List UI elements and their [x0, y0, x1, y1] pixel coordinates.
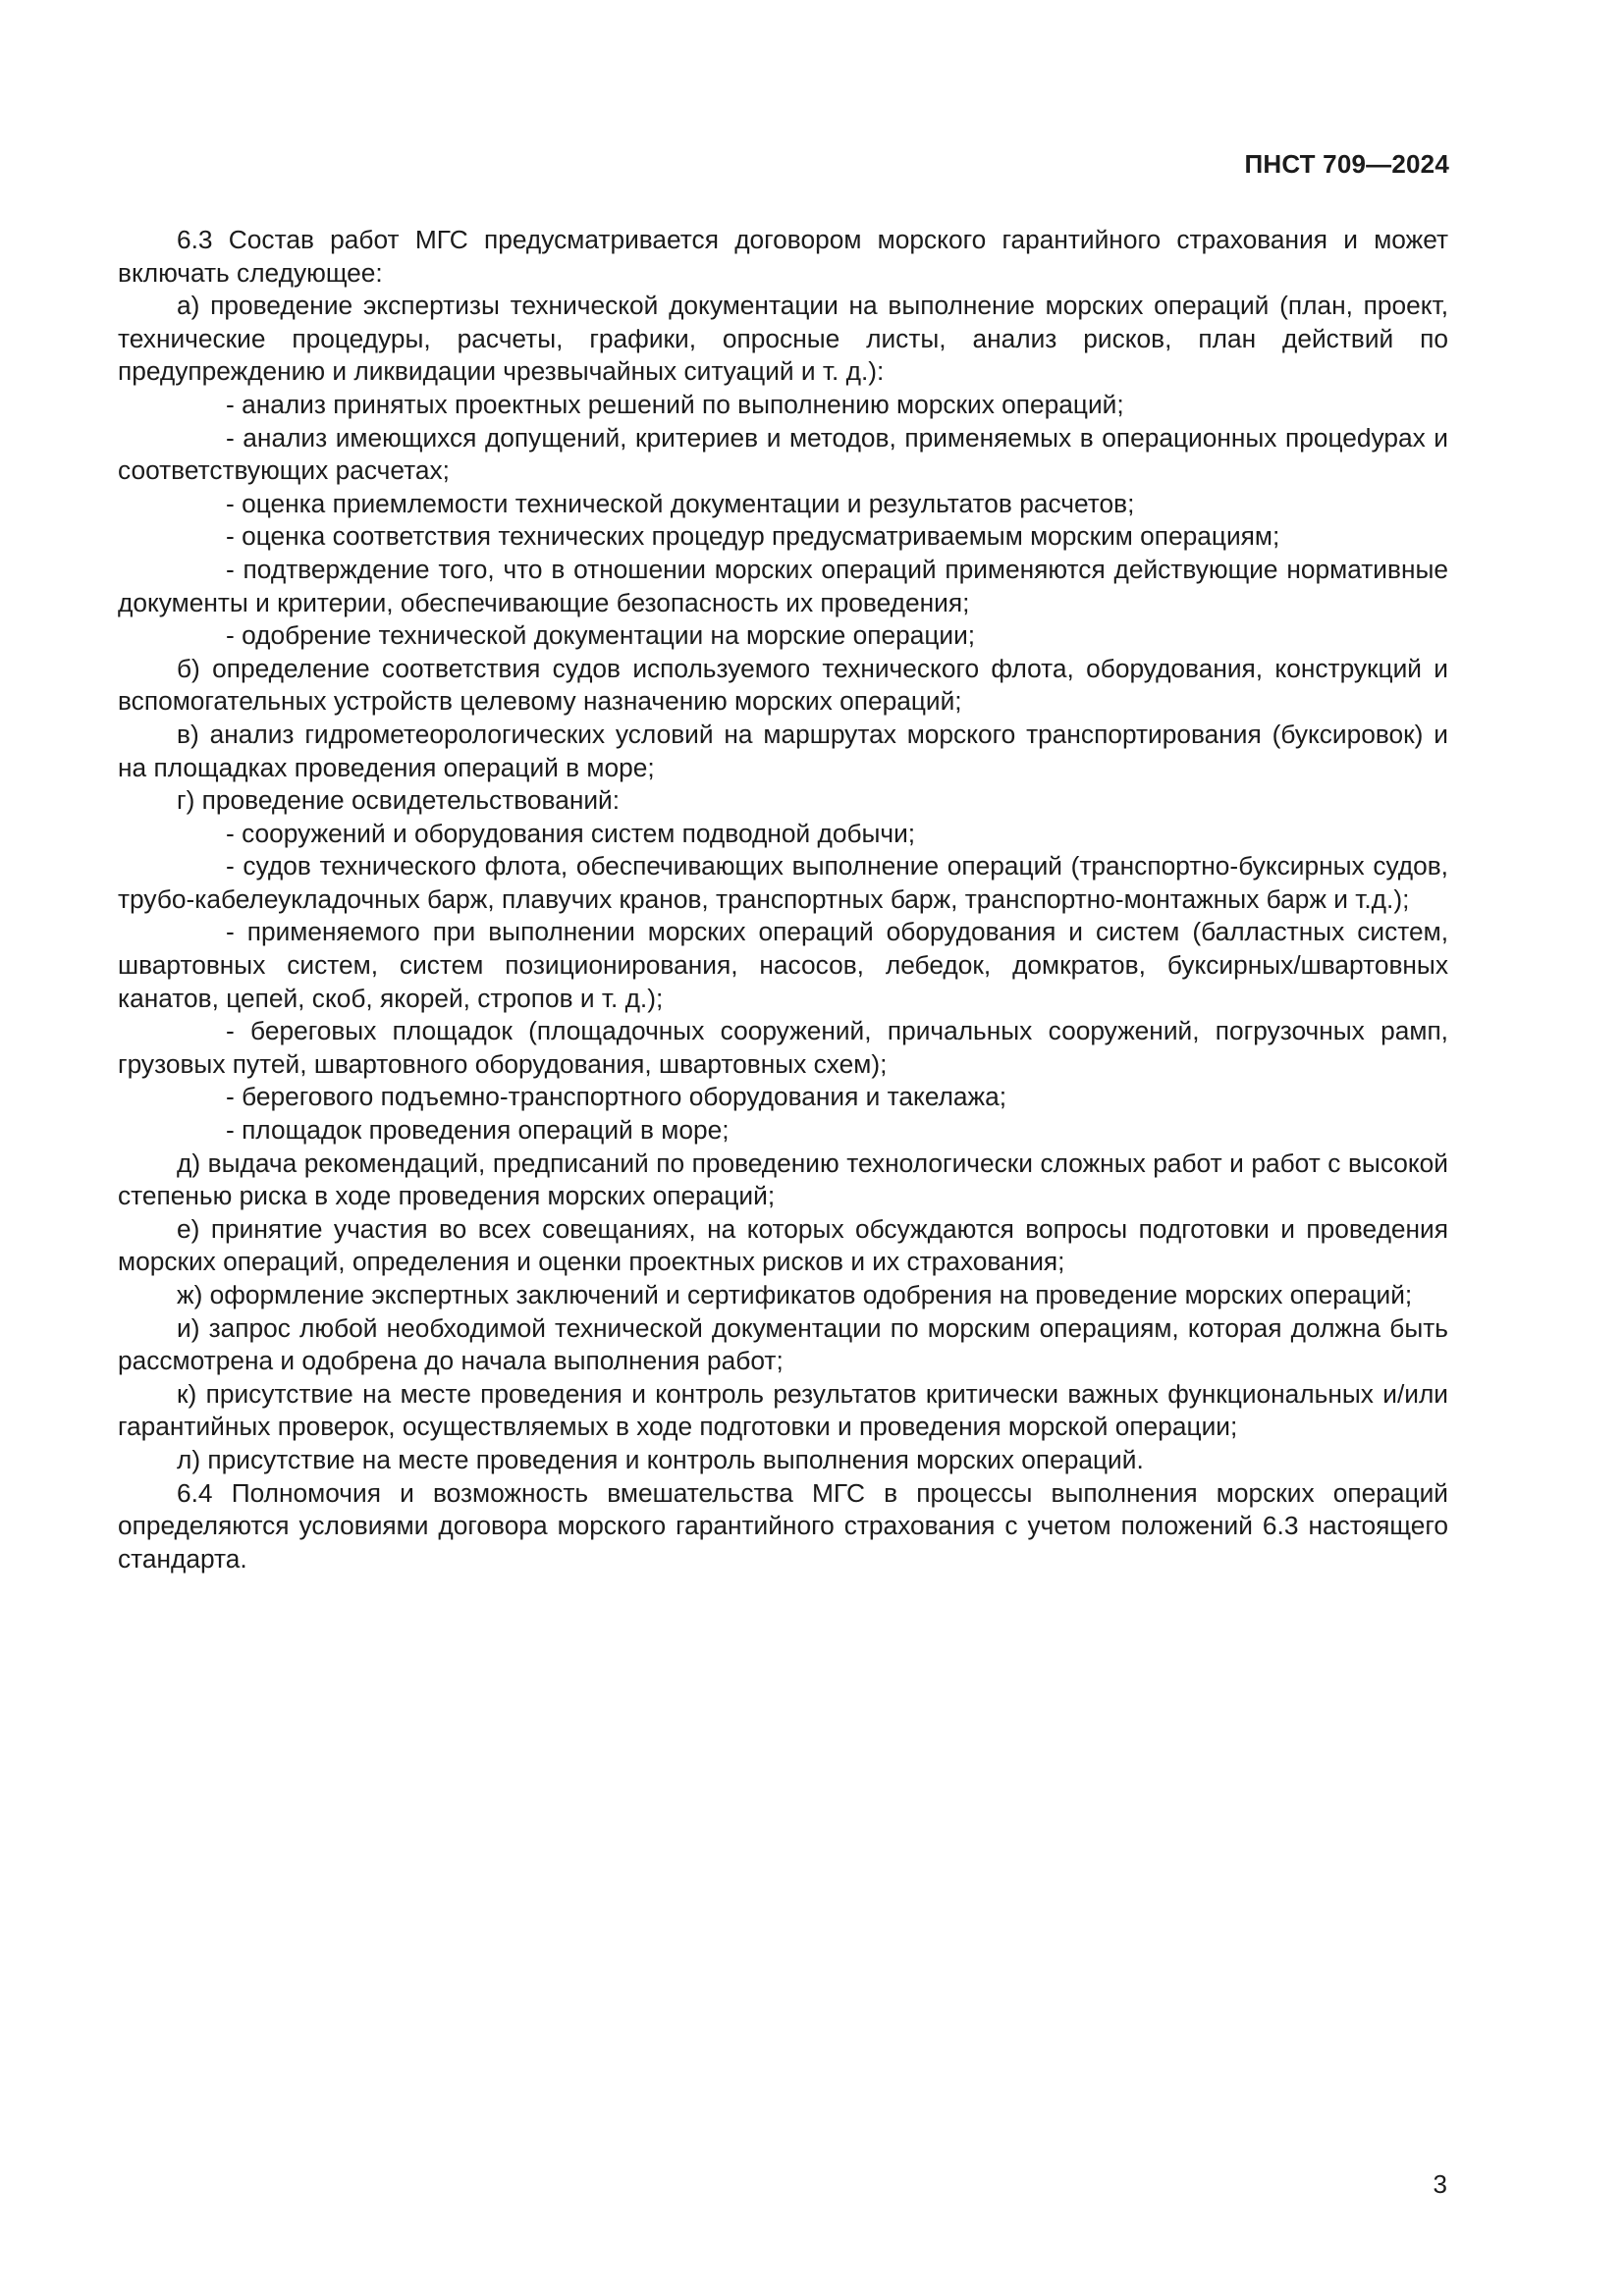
list-item: в) анализ гидрометеорологических условий на маршрутах морского транспортирования (буксировок) и на площадках проведения операций в море; — [118, 719, 1448, 782]
list-item: е) принятие участия во всех совещаниях, на которых обсуждаются вопросы подготовки и проведения морских операций, определения и оценки проектных рисков и их страхования; — [118, 1213, 1448, 1277]
list-item: л) присутствие на месте проведения и контроль выполнения морских операций. — [177, 1444, 1144, 1474]
paragraph: 6.3 Состав работ МГС предусматривается договором морского гарантийного страхования и может включать следующее: — [118, 225, 1448, 288]
sub-list-item: - одобрение технической документации на морские операции; — [226, 620, 976, 651]
sub-list-item: - оценка приемлемости технической документации и результатов расчетов; — [226, 488, 1135, 518]
sub-list-item: - береговых площадок (площадочных сооружений, причальных сооружений, погрузочных рамп, грузовых путей, швартовного оборудования, швартовных схем); — [118, 1016, 1448, 1079]
document-code: ПНСТ 709—2024 — [1244, 149, 1449, 179]
document-body — [118, 224, 1448, 1575]
list-item: б) определение соответствия судов используемого технического флота, оборудования, конструкций и вспомогательных устройств целевому назначению морских операций; — [118, 653, 1448, 717]
sub-list-item: - площадок проведения операций в море; — [226, 1115, 730, 1146]
sub-list-item: - анализ имеющихся допущений, критериев и методов, применяемых в операционных процеdурах и соответствующих расчетах; — [118, 422, 1448, 486]
paragraph: 6.4 Полномочия и возможность вмешательства МГС в процессы выполнения морских операций определяются условиями договора морского гарантийного страхования с учетом положений 6.3 настоящего стандарта. — [118, 1477, 1448, 1574]
list-item: и) запрос любой необходимой технической документации по морским операциям, которая должна быть рассмотрена и одобрена до начала выполнения работ; — [118, 1312, 1448, 1376]
sub-list-item: - применяемого при выполнении морских операций оборудования и систем (балластных систем, швартовных систем, систем позиционирования, насосов, лебедок, домкратов, буксирных/швартовных канатов, цепей, скоб, якорей, стропов и т. д.); — [118, 917, 1448, 1013]
sub-list-item: - берегового подъемно-транспортного оборудования и такелажа; — [226, 1082, 1007, 1112]
sub-list-item: - подтверждение того, что в отношении морских операций применяются действующие нормативные документы и критерии, обеспечивающие безопасность их проведения; — [118, 554, 1448, 617]
sub-list-item: - анализ принятых проектных решений по выполнению морских операций; — [226, 389, 1124, 419]
list-item: к) присутствие на месте проведения и контроль результатов критически важных функциональных и/или гарантийных проверок, осуществляемых в ходе подготовки и проведения морской операции; — [118, 1378, 1448, 1442]
list-item: д) выдача рекомендаций, предписаний по проведению технологически сложных работ и работ с высокой степенью риска в ходе проведения морских операций; — [118, 1148, 1448, 1211]
list-item: г) проведение освидетельствований: — [177, 785, 621, 816]
list-item: ж) оформление экспертных заключений и сертификатов одобрения на проведение морских операций; — [177, 1280, 1413, 1309]
sub-list-item: - судов технического флота, обеспечивающих выполнение операций (транспортно-буксирных судов, трубо-кабелеукладочных барж, плавучих кранов, транспортных барж, транспортно-монтажных барж и т.д.); — [118, 851, 1448, 914]
sub-list-item: - оценка соответствия технических процедур предусматриваемым морским операциям; — [226, 521, 1280, 552]
sub-list-item: - сооружений и оборудования систем подводной добычи; — [226, 818, 916, 848]
page-number: 3 — [1433, 2169, 1447, 2199]
list-item: а) проведение экспертизы технической документации на выполнение морских операций (план, проект, технические процедуры, расчеты, графики, опросные листы, анализ рисков, план действий по предупреждению и ликвидации чрезвычайных ситуаций и т. д.): — [118, 291, 1448, 387]
